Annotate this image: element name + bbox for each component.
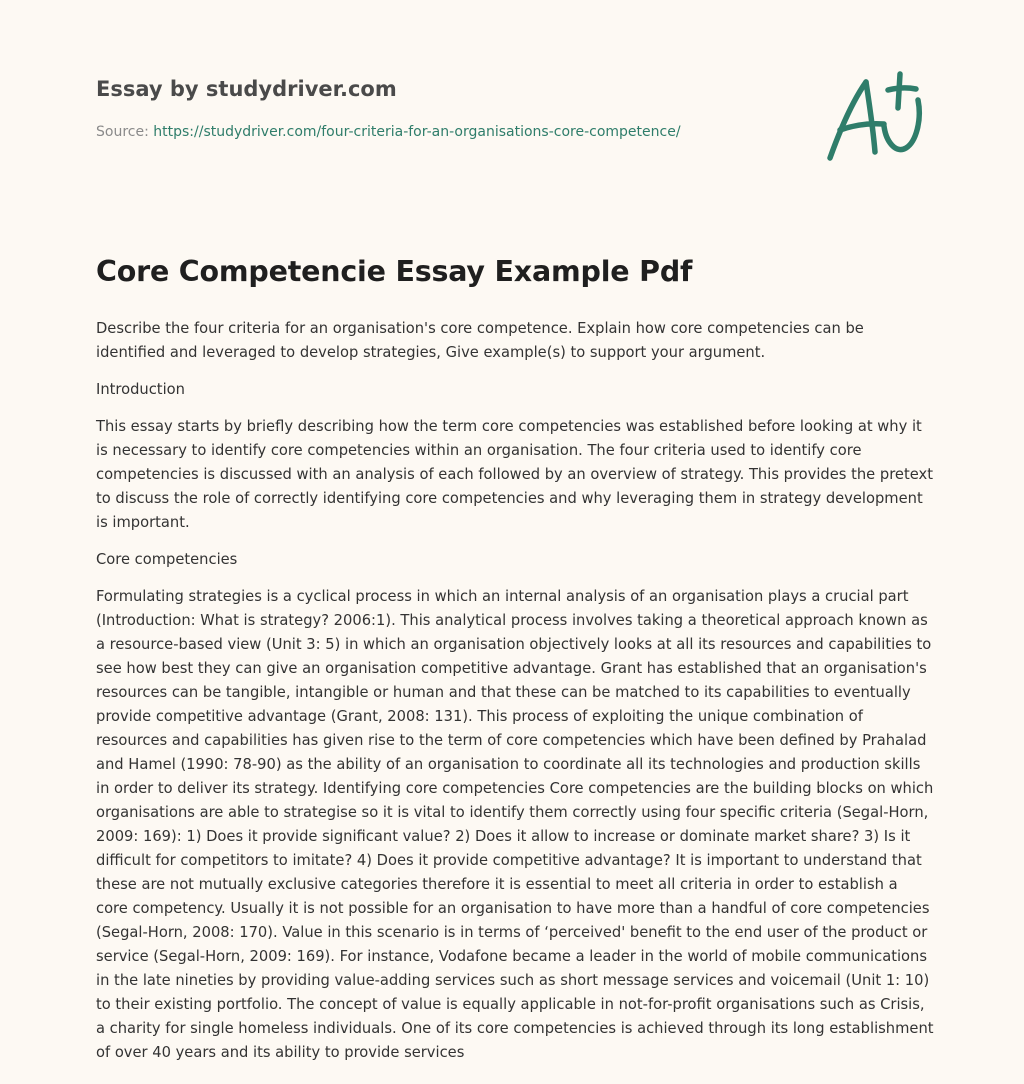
- section-heading: Core competencies: [96, 551, 238, 568]
- intro-heading: Introduction: [96, 381, 185, 398]
- a-plus-logo-icon: [826, 68, 926, 164]
- essay-prompt: Describe the four criteria for an organisation's core competence. Explain how core competencies can be identified and leveraged to develop strategies, Give example(s) to support your argument.: [96, 320, 864, 361]
- source-line: [96, 124, 681, 140]
- brand-title: Essay by studydriver.com: [96, 77, 397, 101]
- section-paragraph: Formulating strategies is a cyclical process in which an internal analysis of an organisation plays a crucial part (Introduction: What is strategy? 2006:1). This analytical process involves taking a theoretical approach known as a resource-based view (Unit 3: 5) in which an organisation objectively looks at all its resources and capabilities to see how best they can give an organisation competitive advantage. Grant has established that an organisation's resources can be tangible, intangible or human and that these can be matched to its capabilities to eventually provide competitive advantage (Grant, 2008: 131). This process of exploiting the unique combination of resources and capabilities has given rise to the term of core competencies which have been defined by Prahalad and Hamel (1990: 78-90) as the ability of an organisation to coordinate all its technologies and production skills in order to deliver its strategy. Identifying core competencies Core competencies are the building blocks on which organisations are able to strategise so it is vital to identify them correctly using four specific criteria (Segal-Horn, 2009: 169): 1) Does it provide significant value? 2) Does it allow to increase or dominate market share? 3) Is it difficult for competitors to imitate? 4) Does it provide competitive advantage? It is important to understand that these are not mutually exclusive categories therefore it is essential to meet all criteria in order to establish a core competency. Usually it is not possible for an organisation to have more than a handful of core competencies (Segal-Horn, 2008: 170). Value in this scenario is in terms of ‘perceived' benefit to the end user of the product or service (Segal-Horn, 2009: 169). For instance, Vodafone became a leader in the world of mobile communications in the late nineties by providing value-adding services such as short message services and voicemail (Unit 1: 10) to their existing portfolio. The concept of value is equally applicable in not-for-profit organisations such as Crisis, a charity for single homeless individuals. One of its core competencies is achieved through its long establishment of over 40 years and its ability to provide services: [96, 588, 934, 1061]
- essay-title: Core Competencie Essay Example Pdf: [96, 255, 693, 288]
- source-label: Source:: [96, 124, 149, 140]
- source-link[interactable]: https://studydriver.com/four-criteria-for-an-organisations-core-competence/: [153, 124, 681, 140]
- essay-content: [96, 317, 934, 1078]
- intro-paragraph: This essay starts by briefly describing how the term core competencies was established before looking at why it is necessary to identify core competencies within an organisation. The four criteria used to identify core competencies is discussed with an analysis of each followed by an overview of strategy. This provides the pretext to discuss the role of correctly identifying core competencies and why leveraging them in strategy development is important.: [96, 418, 933, 531]
